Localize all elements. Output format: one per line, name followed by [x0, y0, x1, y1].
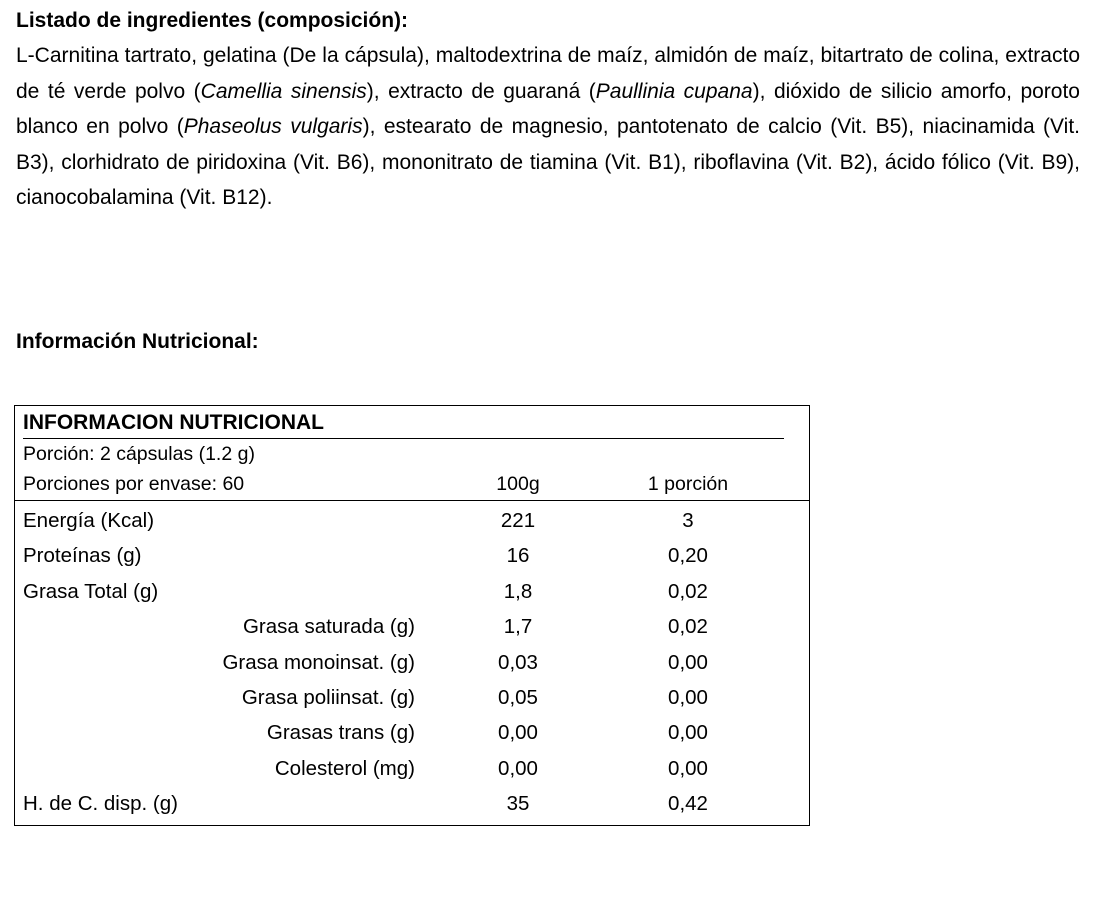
serving-size-label: Porción: 2 cápsulas (1.2 g)	[23, 443, 255, 465]
nutrition-row	[23, 574, 809, 609]
nutrient-label: Proteínas (g)	[23, 544, 142, 568]
nutrition-row	[23, 645, 809, 680]
nutrient-value-100g: 221	[500, 509, 536, 532]
nutrient-label: Grasa Total (g)	[23, 579, 159, 603]
nutrition-row	[23, 680, 809, 715]
nutrition-row	[23, 715, 809, 750]
nutrition-section-heading: Información Nutricional:	[16, 330, 259, 353]
ingredients-heading: Listado de ingredientes (composición):	[16, 9, 409, 32]
ingredient-text: ), estearato de magnesio, pantotenato de calcio (Vit. B5), niacinamida (Vit. B3), clorhidrato de piridoxina (Vit. B6), mononitrato de tiamina (Vit. B1), riboflavina (Vit. B2), ácido fólico (Vit. B9), cianocobalamina (Vit. B12).	[16, 115, 1081, 209]
nutrient-label: Grasa monoinsat. (g)	[222, 650, 415, 674]
scientific-name: Phaseolus vulgaris	[183, 115, 363, 138]
nutrient-value-per-serving: 0,02	[668, 615, 708, 639]
nutrient-label: Grasa poliinsat. (g)	[241, 685, 415, 709]
nutrient-value-100g: 1,7	[503, 615, 533, 639]
ingredient-text: L-Carnitina tartrato, gelatina (De la cápsula), maltodextrina de maíz, almidón de maíz, bitartrato de colina, extracto de té verde polvo (	[16, 44, 1080, 103]
nutrient-label: Grasas trans (g)	[266, 721, 415, 745]
column-header-per-serving: 1 porción	[647, 473, 729, 495]
nutrition-data-rows	[15, 501, 809, 825]
nutrient-value-100g: 16	[506, 544, 530, 568]
nutrient-value-per-serving: 0,00	[668, 650, 708, 674]
nutrition-table-title: INFORMACION NUTRICIONAL	[23, 411, 324, 434]
nutrient-label: H. de C. disp. (g)	[23, 792, 178, 816]
ingredients-paragraph	[16, 38, 1080, 216]
nutrition-table-title-row	[15, 406, 809, 439]
nutrient-value-per-serving: 0,42	[668, 792, 708, 816]
column-header-100g: 100g	[496, 473, 540, 495]
nutrient-value-100g: 0,05	[498, 685, 538, 709]
nutrient-value-100g: 35	[506, 792, 530, 816]
nutrition-row	[23, 538, 809, 573]
nutrient-value-100g: 0,00	[498, 721, 538, 745]
serving-size-row	[23, 439, 809, 469]
nutrition-row	[23, 786, 809, 821]
ingredient-text: ), extracto de guaraná (	[366, 79, 596, 103]
nutrient-value-100g: 1,8	[503, 579, 533, 603]
nutrient-value-per-serving: 0,00	[668, 756, 708, 780]
servings-per-container-row	[23, 469, 809, 499]
nutrient-value-per-serving: 0,00	[668, 721, 708, 745]
nutrient-value-per-serving: 0,02	[668, 579, 708, 603]
nutrition-row	[23, 609, 809, 644]
nutrient-label: Grasa saturada (g)	[242, 615, 415, 639]
nutrition-row	[23, 751, 809, 786]
nutrient-label: Energía (Kcal)	[23, 509, 155, 532]
servings-per-container-label: Porciones por envase: 60	[23, 473, 245, 495]
nutrient-value-per-serving: 3	[682, 509, 694, 532]
nutrition-row	[23, 503, 809, 538]
nutrient-value-per-serving: 0,00	[668, 685, 708, 709]
serving-info-rows	[15, 439, 809, 499]
ingredient-text: ), dióxido de silicio amorfo, poroto blanco en polvo (	[16, 79, 1080, 138]
nutrient-value-100g: 0,00	[498, 756, 538, 780]
nutrient-label: Colesterol (mg)	[274, 756, 415, 780]
scientific-name: Camellia sinensis	[200, 79, 367, 103]
ingredients-section	[16, 4, 1080, 216]
nutrient-value-100g: 0,03	[498, 650, 538, 674]
scientific-name: Paullinia cupana	[595, 79, 753, 103]
nutrition-facts-table	[14, 405, 810, 826]
nutrient-value-per-serving: 0,20	[668, 544, 708, 568]
